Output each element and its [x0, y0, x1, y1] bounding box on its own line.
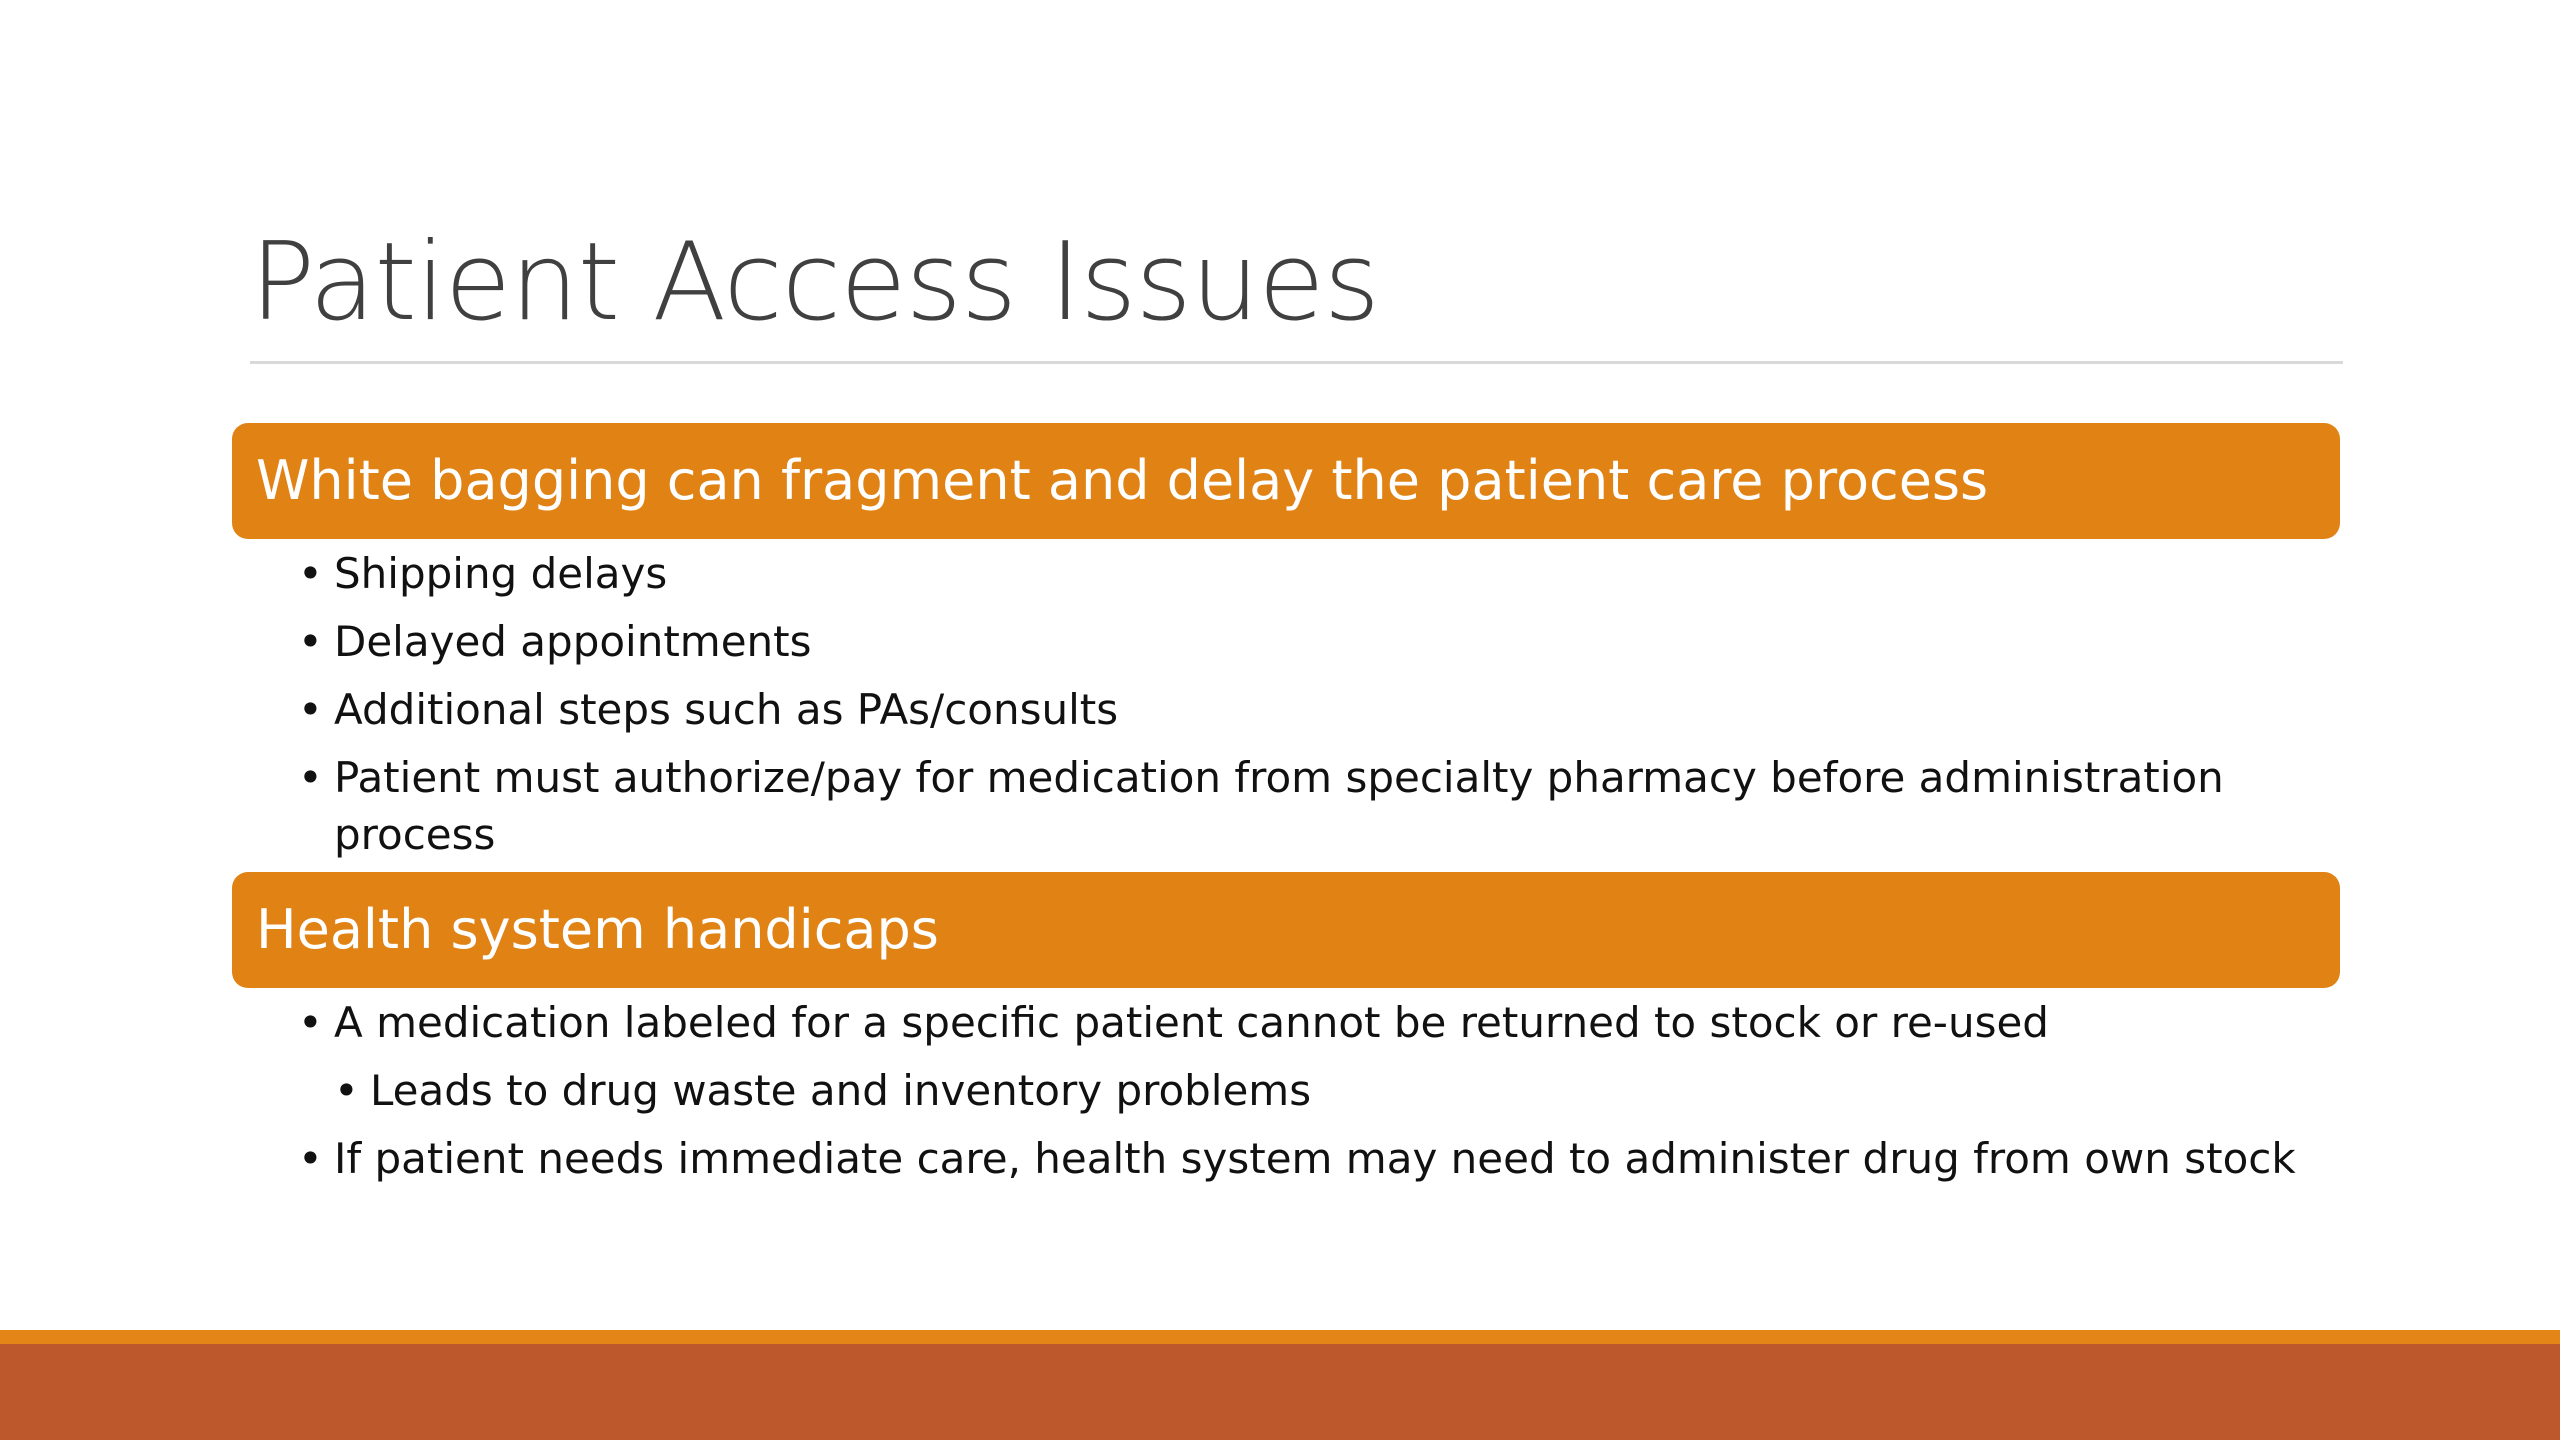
- section-header-white-bagging: [232, 423, 2340, 539]
- title-divider: [250, 361, 2343, 364]
- bullet-text: If patient needs immediate care, health system may need to administer drug from own stock: [334, 1134, 2296, 1183]
- bullet-item: [298, 681, 2258, 738]
- bullet-glyph: •: [298, 998, 323, 1047]
- bullet-item: [298, 613, 2258, 670]
- bullet-text: Shipping delays: [334, 549, 668, 598]
- section-header-label: White bagging can fragment and delay the patient care process: [256, 449, 1989, 512]
- bullet-item: [298, 1130, 2308, 1187]
- bullet-glyph: •: [334, 1066, 359, 1115]
- sub-bullet-item: [334, 1062, 2308, 1119]
- section-header-label: Health system handicaps: [256, 898, 939, 961]
- bullet-glyph: •: [298, 1134, 323, 1183]
- slide-title: Patient Access Issues: [250, 220, 1379, 345]
- bullet-text: Delayed appointments: [334, 617, 812, 666]
- footer-band: [0, 1344, 2560, 1440]
- bullet-text: Leads to drug waste and inventory problems: [370, 1066, 1312, 1115]
- bullet-text: Additional steps such as PAs/consults: [334, 685, 1119, 734]
- bullet-text: Patient must authorize/pay for medication from specialty pharmacy before administration process: [334, 753, 2224, 859]
- bullet-list-white-bagging: [298, 545, 2258, 874]
- bullet-list-health-system: [298, 994, 2308, 1198]
- bullet-glyph: •: [298, 549, 323, 598]
- bullet-item: [298, 749, 2258, 863]
- bullet-glyph: •: [298, 685, 323, 734]
- bullet-text: A medication labeled for a specific patient cannot be returned to stock or re-used: [334, 998, 2049, 1047]
- bullet-item: [298, 545, 2258, 602]
- bullet-item: [298, 994, 2308, 1051]
- bullet-glyph: •: [298, 753, 323, 802]
- bullet-glyph: •: [298, 617, 323, 666]
- section-header-health-system: [232, 872, 2340, 988]
- footer-accent-stripe: [0, 1330, 2560, 1344]
